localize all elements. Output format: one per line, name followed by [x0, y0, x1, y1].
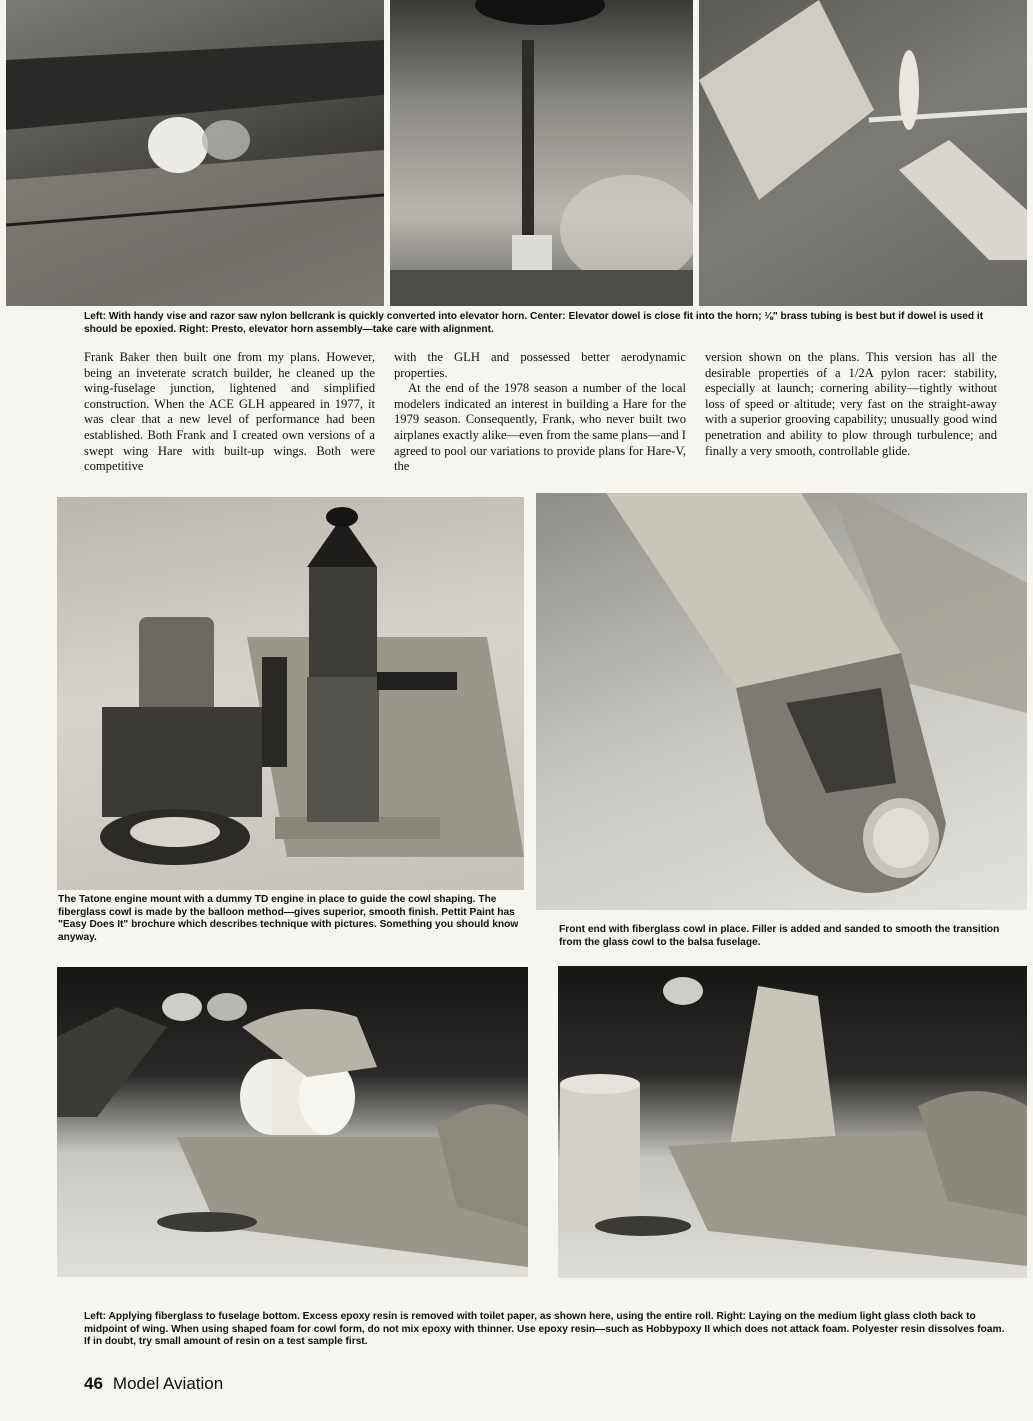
bottom-photos-caption: Left: Applying fiberglass to fuselage bottom. Excess epoxy resin is removed with toilet paper, as shown here, using the entire roll. Right: Laying on the medium light glass cloth back to midpoint of wing. When using shaped foam for cowl form, do not mix epoxy with thinner. Use epoxy resin—such as Hobbypoxy II which does not attack foam. Polyester resin dissolves foam. If in doubt, try small amount of resin on a test sample first. [84, 1311, 1005, 1347]
front-end-caption: Front end with fiberglass cowl in place. Filler is added and sanded to smooth the transition from the glass cowl to the balsa fuselage. [559, 924, 1000, 948]
article-paragraph: with the GLH and possessed better aerodynamic properties. [394, 350, 686, 380]
photo-engine-mount [57, 497, 524, 890]
photo-elevator-dowel [390, 0, 693, 306]
page-number: 46 [84, 1374, 103, 1393]
article-column-2 [394, 350, 686, 482]
photo-vise-bellcrank [6, 0, 384, 306]
photo-applying-fiberglass [57, 967, 528, 1277]
photo-elevator-horn-assembly [699, 0, 1027, 306]
article-paragraph: At the end of the 1978 season a number of the local modelers indicated an interest in building a Hare for the 1979 season. Consequently, Frank, who never built two airplanes exactly alike—even from the same plans—and I agreed to pool our variations to provide plans for Hare-V, the [394, 381, 686, 474]
top-photos-caption: Left: With handy vise and razor saw nylon bellcrank is quickly converted into elevator horn. Center: Elevator dowel is close fit into the horn; ⅛" brass tubing is best but if dowel is used it should be epoxied. Right: Presto, elevator horn assembly—take care with alignment. [84, 311, 984, 335]
article-paragraph: version shown on the plans. This version has all the desirable properties of a 1/2A pylon racer: stability, especially at launch; cornering ability—tightly without loss of speed or altitude; very fast on the straight-away with a superior grooving capability; unusually good wind penetration and ability to plow through turbulence; and finally a very smooth, controllable glide. [705, 350, 997, 458]
magazine-title: Model Aviation [112, 1374, 224, 1393]
article-paragraph: Frank Baker then built one from my plans. However, being an inveterate scratch builder, he cleaned up the wing-fuselage junction, lightened and simplified construction. When the ACE GLH appeared in 1977, it was clear that a new level of performance had been established. Both Frank and I created own versions of a swept wing Hare with built-up wings. Both were competitive [84, 350, 375, 474]
article-column-1 [84, 350, 375, 482]
page-footer [84, 1374, 223, 1394]
article-column-3 [705, 350, 997, 482]
engine-mount-caption: The Tatone engine mount with a dummy TD engine in place to guide the cowl shaping. The fiberglass cowl is made by the balloon method—gives superior, smooth finish. Pettit Paint has "Easy Does It" brochure which describes technique with pictures. Something you should know anyway. [58, 894, 519, 943]
photo-front-end-cowl [536, 493, 1027, 910]
photo-laying-glass-cloth [558, 966, 1027, 1278]
